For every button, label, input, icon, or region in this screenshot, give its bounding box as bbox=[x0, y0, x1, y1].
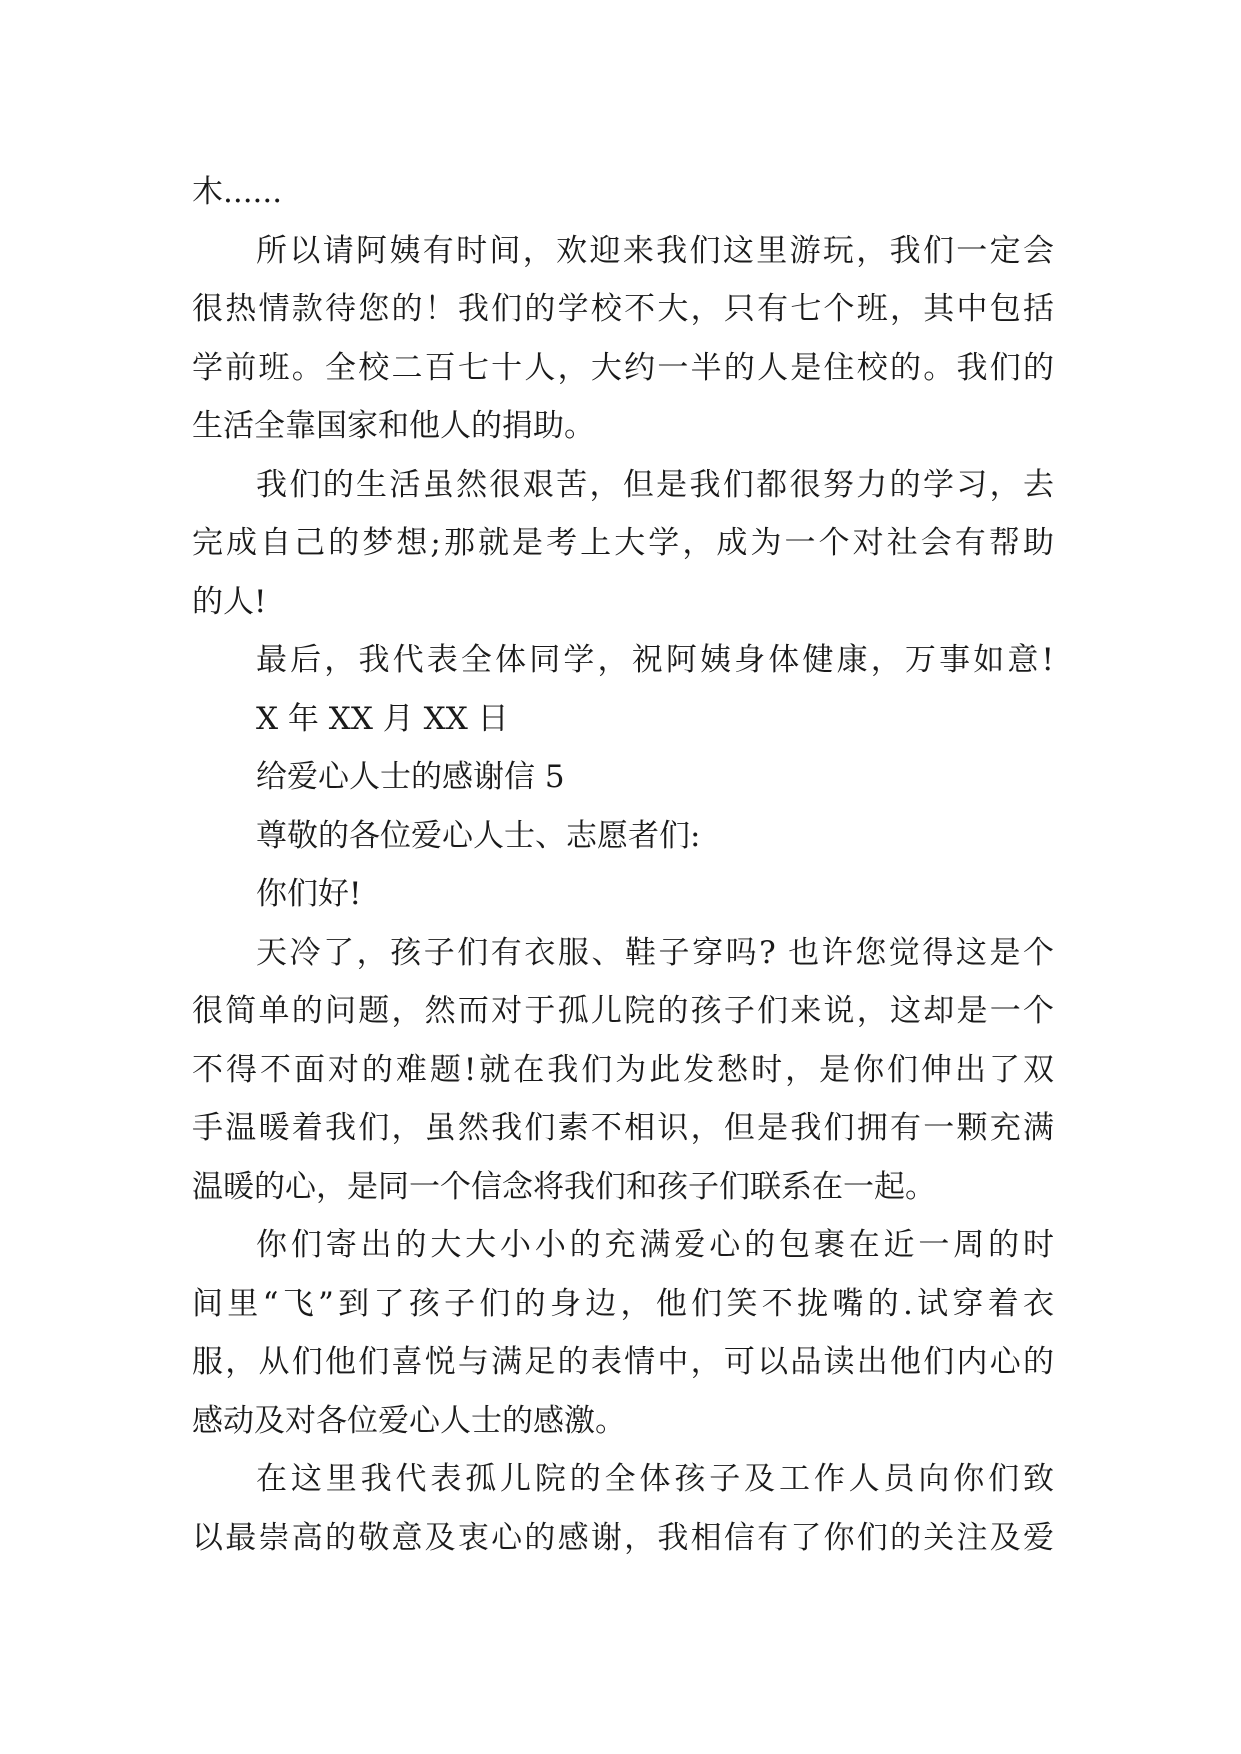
text-line: 服，从们他们喜悦与满足的表情中，可以品读出他们内心的 bbox=[192, 1344, 1054, 1380]
text-line: 间里“飞”到了孩子们的身边，他们笑不拢嘴的.试穿着衣 bbox=[192, 1285, 1054, 1322]
date-line: X 年 XX 月 XX 日 bbox=[256, 700, 509, 737]
text-line: 所以请阿姨有时间，欢迎来我们这里游玩，我们一定会 bbox=[256, 232, 1054, 269]
text-line: 生活全靠国家和他人的捐助。 bbox=[192, 408, 595, 444]
text-line: 最后，我代表全体同学，祝阿姨身体健康，万事如意! bbox=[256, 642, 1054, 678]
text-line: 你们寄出的大大小小的充满爱心的包裹在近一周的时 bbox=[256, 1227, 1054, 1263]
text-line: 不得不面对的难题!就在我们为此发愁时，是你们伸出了双 bbox=[192, 1051, 1054, 1088]
text-line: 以最崇高的敬意及衷心的感谢，我相信有了你们的关注及爱 bbox=[192, 1519, 1054, 1556]
text-line: 手温暖着我们，虽然我们素不相识，但是我们拥有一颗充满 bbox=[192, 1110, 1054, 1146]
text-line: 在这里我代表孤儿院的全体孩子及工作人员向你们致 bbox=[256, 1461, 1054, 1497]
document-page bbox=[192, 163, 1054, 1567]
text-line: 的人! bbox=[192, 583, 267, 620]
text-line: 我们的生活虽然很艰苦，但是我们都很努力的学习，去 bbox=[256, 466, 1054, 503]
greeting: 你们好! bbox=[256, 876, 362, 912]
text-line: 木...... bbox=[192, 174, 283, 210]
text-line: 很简单的问题，然而对于孤儿院的孩子们来说，这却是一个 bbox=[192, 993, 1054, 1029]
letter-title: 给爱心人士的感谢信 5 bbox=[256, 759, 565, 795]
text-line: 完成自己的梦想;那就是考上大学，成为一个对社会有帮助 bbox=[192, 525, 1054, 561]
text-line: 天冷了，孩子们有衣服、鞋子穿吗? 也许您觉得这是个 bbox=[256, 934, 1054, 971]
text-line: 温暖的心，是同一个信念将我们和孩子们联系在一起。 bbox=[192, 1168, 936, 1205]
salutation: 尊敬的各位爱心人士、志愿者们: bbox=[256, 817, 701, 854]
text-line: 感动及对各位爱心人士的感激。 bbox=[192, 1402, 626, 1439]
text-line: 很热情款待您的！我们的学校不大，只有七个班，其中包括 bbox=[192, 291, 1054, 327]
text-line: 学前班。全校二百七十人，大约一半的人是住校的。我们的 bbox=[192, 349, 1054, 386]
